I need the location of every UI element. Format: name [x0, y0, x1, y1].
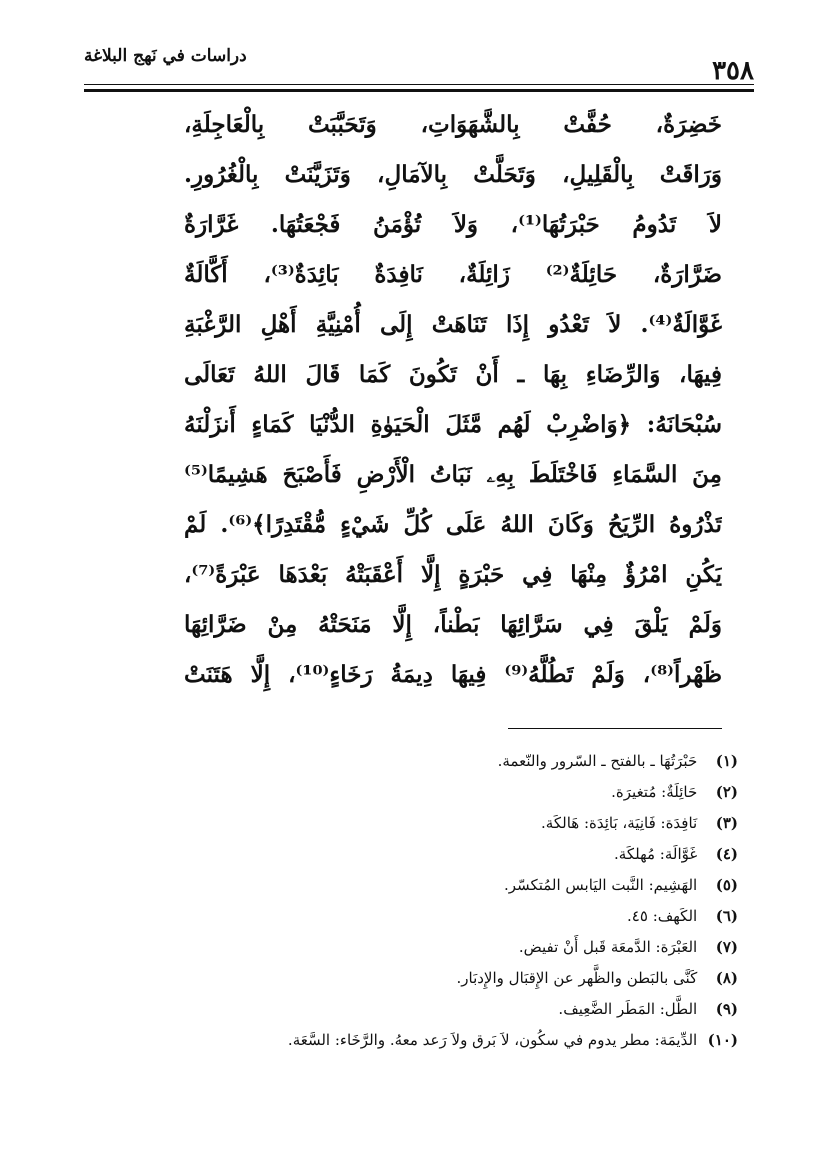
footnote-number: (٤) [715, 845, 738, 863]
footnote-text: الهَشِيم: النَّبت اليَابس المُتكسّر. [504, 876, 698, 894]
footnote-item [190, 808, 738, 839]
footnote-number: (٦) [715, 907, 738, 925]
footnote-text: غَوَّالَة: مُهلكَة. [614, 845, 698, 863]
footnote-text: كَنَّى بالبَطن والظَّهر عن الإِقبَال والإِدبَار. [456, 969, 698, 987]
footnote-separator [508, 728, 722, 729]
footnote-number: (٥) [715, 876, 738, 894]
running-title: دراسات في نَهج البلاغة [84, 46, 247, 66]
text-line: ظَهْراً⁽⁸⁾، وَلَمْ تَطُلَّهُ⁽⁹⁾ فِيهَا دِيمَةُ رَخَاءٍ⁽¹⁰⁾، إِلَّا هَتَنَتْ [184, 661, 722, 688]
footnote-item [190, 839, 738, 870]
footnote-text: الطَّل: المَطَر الضَّعِيف. [558, 1000, 698, 1018]
footnote-number: (٨) [715, 969, 738, 987]
footnote-text: حَائِلَةٌ: مُتغيرَة. [611, 783, 698, 801]
text-line: يَكُنِ امْرُؤٌ مِنْهَا فِي حَبْرَةٍ إِلَّا أَعْقَبَتْهُ بَعْدَهَا عَبْرَةً⁽⁷⁾، [184, 561, 722, 588]
footnote-number: (١) [715, 752, 738, 770]
text-line: لاَ تَدُومُ حَبْرَتُهَا⁽¹⁾، وَلاَ تُؤْمَنُ فَجْعَتُهَا. غَرَّارَةٌ [184, 211, 722, 238]
footnote-number: (٣) [715, 814, 738, 832]
footnote-text: العَبْرَة: الدَّمعَة قَبل أَنْ تفيض. [518, 938, 698, 956]
footnote-number: (٩) [715, 1000, 738, 1018]
text-line: وَلَمْ يَلْقَ فِي سَرَّائِهَا بَطْناً، إِلَّا مَنَحَتْهُ مِنْ ضَرَّائِهَا [184, 611, 722, 638]
footnote-text: حَبْرَتُهَا ـ بالفتح ـ السّرور والنّعمة. [497, 752, 698, 770]
text-line: وَرَاقَتْ بِالْقَلِيلِ، وَتَحَلَّتْ بِالآمَالِ، وَتَزَيَّنَتْ بِالْغُرُورِ. [184, 161, 722, 188]
footnote-item [190, 777, 738, 808]
page-header [84, 40, 754, 86]
footnote-item [190, 932, 738, 963]
footnote-item [190, 963, 738, 994]
text-line: سُبْحَانَهُ: ﴿وَاضْرِبْ لَهُم مَّثَلَ الْحَيَوٰةِ الدُّنْيَا كَمَاءٍ أَنزَلْنَهُ [184, 411, 722, 438]
footnote-text: الدِّيمَة: مطر يدوم في سكُون، لاَ بَرق ولاَ رَعد معهُ. والرَّخَاء: السَّعَة. [287, 1031, 698, 1049]
footnote-number: (٧) [715, 938, 738, 956]
text-line: مِنَ السَّمَاءِ فَاخْتَلَطَ بِهِۦ نَبَاتُ الْأَرْضِ فَأَصْبَحَ هَشِيمًا⁽⁵⁾ [184, 461, 722, 488]
footnote-text: الكَهف: ٤٥. [627, 907, 698, 925]
page-number: ٣٥٨ [712, 56, 754, 86]
text-line: غَوَّالَةٌ⁽⁴⁾. لاَ تَعْدُو إِذَا تَنَاهَتْ إِلَى أُمْنِيَّةِ أَهْلِ الرَّغْبَةِ [184, 311, 722, 338]
footnote-item [190, 746, 738, 777]
footnote-text: نَافِدَة: فَانِيَة، بَائِدَة: هَالكَة. [541, 814, 698, 832]
footnote-item [190, 1025, 738, 1056]
footnote-number: (٢) [715, 783, 738, 801]
text-line: تَذْرُوهُ الرِّيَحُ وَكَانَ اللهُ عَلَى كُلِّ شَيْءٍ مُّقْتَدِرًا﴾⁽⁶⁾. لَمْ [184, 511, 722, 538]
footnotes-list [190, 746, 738, 1056]
footnote-item [190, 870, 738, 901]
footnote-item [190, 901, 738, 932]
footnote-number: (١٠) [707, 1031, 738, 1049]
text-line: ضَرَّارَةٌ، حَائِلَةٌ⁽²⁾ زَائِلَةٌ، نَافِدَةٌ بَائِدَةٌ⁽³⁾، أَكَّالَةٌ [184, 261, 722, 288]
header-rule-thin [84, 84, 754, 85]
text-line: فِيهَا، وَالرِّضَاءِ بِهَا ـ أَنْ تَكُونَ كَمَا قَالَ اللهُ تَعَالَى [184, 361, 722, 388]
header-rule-thick [84, 89, 754, 92]
main-text-block [184, 100, 722, 700]
footnote-item [190, 994, 738, 1025]
text-line: خَضِرَةٌ، حُفَّتْ بِالشَّهَوَاتِ، وَتَحَبَّبَتْ بِالْعَاجِلَةِ، [184, 111, 722, 138]
